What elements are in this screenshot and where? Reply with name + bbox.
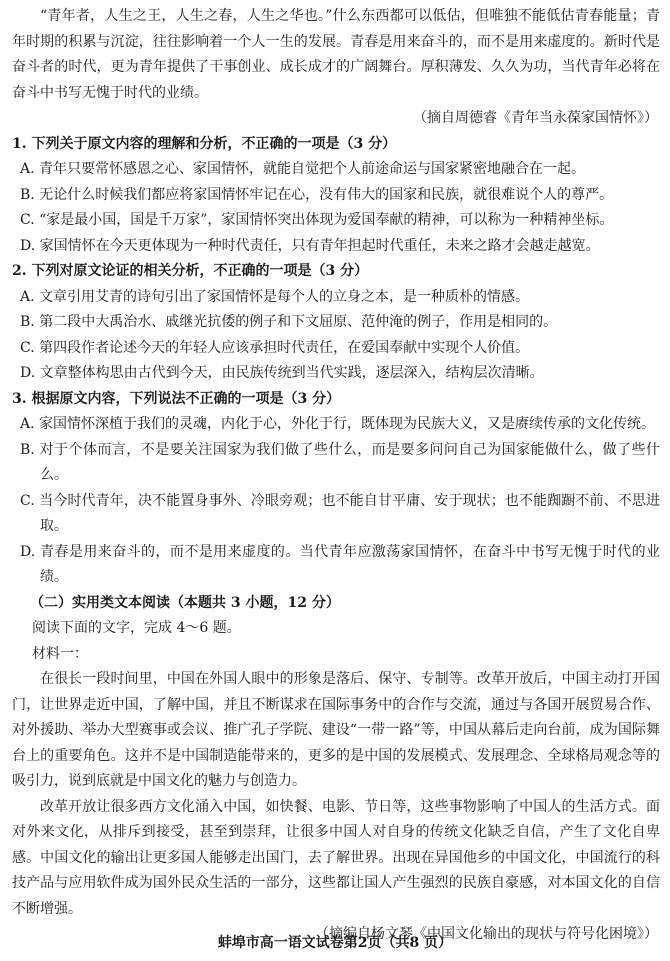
question-2-option-c: C. 第四段作者论述今天的年轻人应该承担时代责任，在爱国奉献中实现个人价值。 xyxy=(20,339,530,356)
question-3-option-c: C. 当今时代青年，决不能置身事外、冷眼旁观；也不能自甘平庸、安于现状；也不能踟蹰不前、不思进取。 xyxy=(20,492,660,534)
question-3-option-d: D. 青春是用来奋斗的，而不是用来虚度的。当代青年应激荡家国情怀，在奋斗中书写无愧于时代的业绩。 xyxy=(20,543,660,585)
question-3-stem: 3. 根据原文内容，下列说法不正确的一项是（3 分） xyxy=(12,390,341,407)
question-3-option-a: A. 家国情怀深植于我们的灵魂，内化于心，外化于行，既体现为民族大义，又是赓续传承的文化传统。 xyxy=(20,416,656,432)
exam-page xyxy=(12,4,660,948)
question-2-stem: 2. 下列对原文论证的相关分析，不正确的一项是（3 分） xyxy=(12,263,369,279)
material-1-source: （摘编自杨文琴《中国文化输出的现状与符号化困境》） xyxy=(315,926,658,942)
question-2-option-b: B. 第二段中大禹治水、戚继光抗倭的例子和下文屈原、范仲淹的例子，作用是相同的。 xyxy=(20,314,558,330)
page-footer: 蚌埠市高一语文试卷第2页（共8 页） xyxy=(217,935,453,951)
passage1-paragraph: “青年者，人生之王，人生之春，人生之华也。”什么东西都可以低估，但唯独不能低估青春能量；青年时期的积累与沉淀，往往影响着一个人一生的发展。青春是用来奋斗的，而不是用来虚度的。新时代是奋斗者的时代，更为青年提供了干事创业、成长成才的广阔舞台。厚积薄发、久久为功，当代青年必将在奋斗中书写无愧于时代的业绩。 xyxy=(12,8,660,101)
section-2-heading: （二）实用类文本阅读（本题共 3 小题，12 分） xyxy=(30,594,340,611)
passage1-source: （摘自周德睿《青年当永葆家国情怀》） xyxy=(413,110,658,126)
question-1-option-d: D. 家国情怀在今天更体现为一种时代责任，只有青年担起时代重任，未来之路才会越走越宽。 xyxy=(20,237,600,254)
material-1-label: 材料一： xyxy=(32,645,88,662)
question-1-option-a: A. 青年只要常怀感恩之心、家国情怀，就能自觉把个人前途命运与国家紧密地融合在一起。 xyxy=(20,161,586,177)
material-1-paragraph-1: 在很长一段时间里，中国在外国人眼中的形象是落后、保守、专制等。改革开放后，中国主动打开国门，让世界走近中国，了解中国，并且不断谋求在国际事务中的合作与交流，通过与各国开展贸易合作、对外援助、举办大型赛事或会议、推广孔子学院、建设“一带一路”等，中国从幕后走向台前，成为国际舞台上的重要角色。这并不是中国制造能带来的，更多的是中国的发展模式、发展理念、全球格局观念等的吸引力，说到底就是中国文化的魅力与创造力。 xyxy=(12,671,660,789)
material-1-paragraph-2: 改革开放让很多西方文化涌入中国，如快餐、电影、节日等，这些事物影响了中国人的生活方式。面对外来文化，从排斥到接受，甚至到崇拜，让很多中国人对自身的传统文化缺乏自信，产生了文化自卑感。中国文化的输出让更多国人能够走出国门，去了解世界。出现在异国他乡的中国文化，中国流行的科技产品与应用软件成为国外民众生活的一部分，这些都让国人产生强烈的民族自豪感，对本国文化的自信不断增强。 xyxy=(12,798,660,917)
question-2-option-d: D. 文章整体构思由古代到今天，由民族传统到当代实践，逐层深入，结构层次清晰。 xyxy=(20,365,544,381)
section-2-instruction: 阅读下面的文字，完成 4～6 题。 xyxy=(32,620,241,636)
question-1-option-b: B. 无论什么时候我们都应将家国情怀牢记在心，没有伟大的国家和民族，就很难说个人的尊严。 xyxy=(20,186,614,203)
question-2-option-a: A. 文章引用艾青的诗句引出了家国情怀是每个人的立身之本，是一种质朴的情感。 xyxy=(20,288,530,305)
question-1-option-c: C. “家是最小国，国是千万家”，家国情怀突出体现为爱国奉献的精神，可以称为一种精神坐标。 xyxy=(20,212,614,228)
question-3-option-b: B. 对于个体而言，不是要关注国家为我们做了些什么，而是要多问问自己为国家能做什么，做了些什么。 xyxy=(20,441,660,483)
question-1-stem: 1. 下列关于原文内容的理解和分析，不正确的一项是（3 分） xyxy=(12,135,397,152)
